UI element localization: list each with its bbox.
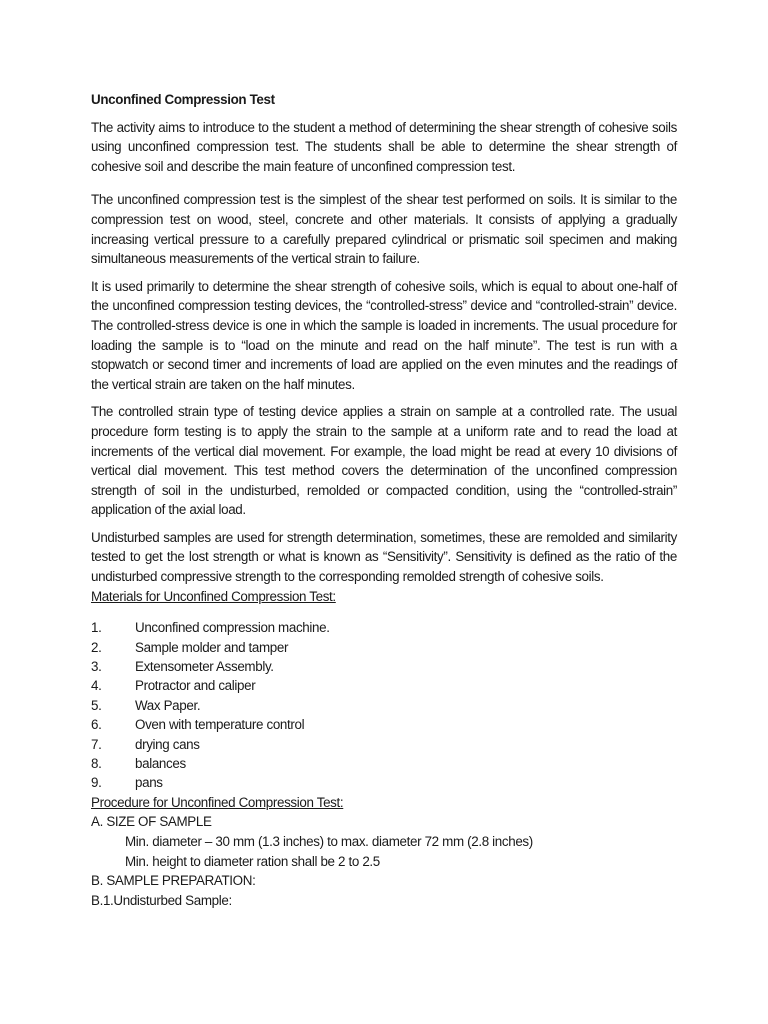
list-item: [91, 676, 677, 695]
list-item-text: balances: [135, 755, 186, 771]
list-item-number: 6.: [91, 717, 102, 733]
list-item-number: 4.: [91, 678, 102, 694]
list-item-text: Extensometer Assembly.: [135, 659, 274, 675]
list-item: [91, 754, 677, 773]
size-line-diameter: Min. diameter – 30 mm (1.3 inches) to max. diameter 72 mm (2.8 inches): [125, 833, 533, 849]
paragraph-sensitivity: Undisturbed samples are used for strength determination, sometimes, these are remolded and similarity tested to get the lost strength or what is known as “Sensitivity”. Sensitivity is defined as the ratio of the undisturbed compressive strength to the corresponding remolded strength of cohesive soils.: [91, 529, 677, 585]
document-title: Unconfined Compression Test: [91, 92, 275, 107]
list-item-number: 9.: [91, 775, 102, 791]
materials-list: [91, 618, 677, 793]
list-item: [91, 657, 677, 676]
list-item-number: 1.: [91, 620, 102, 636]
paragraph-intro: The activity aims to introduce to the student a method of determining the shear strength of cohesive soils using unconfined compression test. The students shall be able to determine the shear strength of cohesive soil and describe the main feature of unconfined compression test.: [91, 119, 677, 174]
procedure-heading: Procedure for Unconfined Compression Test:: [91, 794, 344, 810]
materials-heading: Materials for Unconfined Compression Test:: [91, 588, 336, 604]
list-item-text: pans: [135, 775, 163, 791]
list-item-text: Protractor and caliper: [135, 678, 256, 694]
sample-preparation-heading: B. SAMPLE PREPARATION:: [91, 873, 256, 889]
size-of-sample-heading: A. SIZE OF SAMPLE: [91, 814, 212, 830]
list-item: [91, 618, 677, 637]
list-item-number: 2.: [91, 639, 102, 655]
paragraph-definition: The unconfined compression test is the simplest of the shear test performed on soils. It is similar to the compression test on wood, steel, concrete and other materials. It consists of applying a gradually increasing vertical pressure to a carefully prepared cylindrical or prismatic soil specimen and making simultaneous measurements of the vertical strain to failure.: [91, 192, 677, 267]
list-item-text: drying cans: [135, 736, 200, 752]
list-item-text: Unconfined compression machine.: [135, 620, 330, 636]
list-item: [91, 638, 677, 657]
list-item-number: 5.: [91, 697, 102, 713]
list-item: [91, 696, 677, 715]
list-item-number: 3.: [91, 659, 102, 675]
paragraph-controlled-stress: It is used primarily to determine the shear strength of cohesive soils, which is equal to about one-half of the unconfined compression testing devices, the “controlled-stress” device and “controlled-strain” device. The controlled-stress device is one in which the sample is loaded in increments. The usual procedure for loading the sample is to “load on the minute and read on the half minute”. The test is run with a stopwatch or second timer and increments of load are applied on the even minutes and the readings of the vertical strain are taken on the half minutes.: [91, 278, 677, 392]
list-item: [91, 773, 677, 792]
list-item-text: Sample molder and tamper: [135, 639, 289, 655]
document-page: [91, 90, 677, 910]
list-item-number: 7.: [91, 736, 102, 752]
size-line-height-ratio: Min. height to diameter ration shall be 2 to 2.5: [125, 853, 380, 869]
list-item: [91, 735, 677, 754]
undisturbed-sample-heading: B.1.Undisturbed Sample:: [91, 892, 232, 908]
list-item-text: Wax Paper.: [135, 697, 201, 713]
paragraph-controlled-strain: The controlled strain type of testing device applies a strain on sample at a controlled rate. The usual procedure form testing is to apply the strain to the sample at a uniform rate and to read the load at increments of the vertical dial movement. For example, the load might be read at every 10 divisions of vertical dial movement. This test method covers the determination of the unconfined compression strength of soil in the undisturbed, remolded or compacted condition, using the “controlled-strain” application of the axial load.: [91, 404, 677, 518]
list-item-number: 8.: [91, 755, 102, 771]
list-item-text: Oven with temperature control: [135, 717, 305, 733]
list-item: [91, 715, 677, 734]
